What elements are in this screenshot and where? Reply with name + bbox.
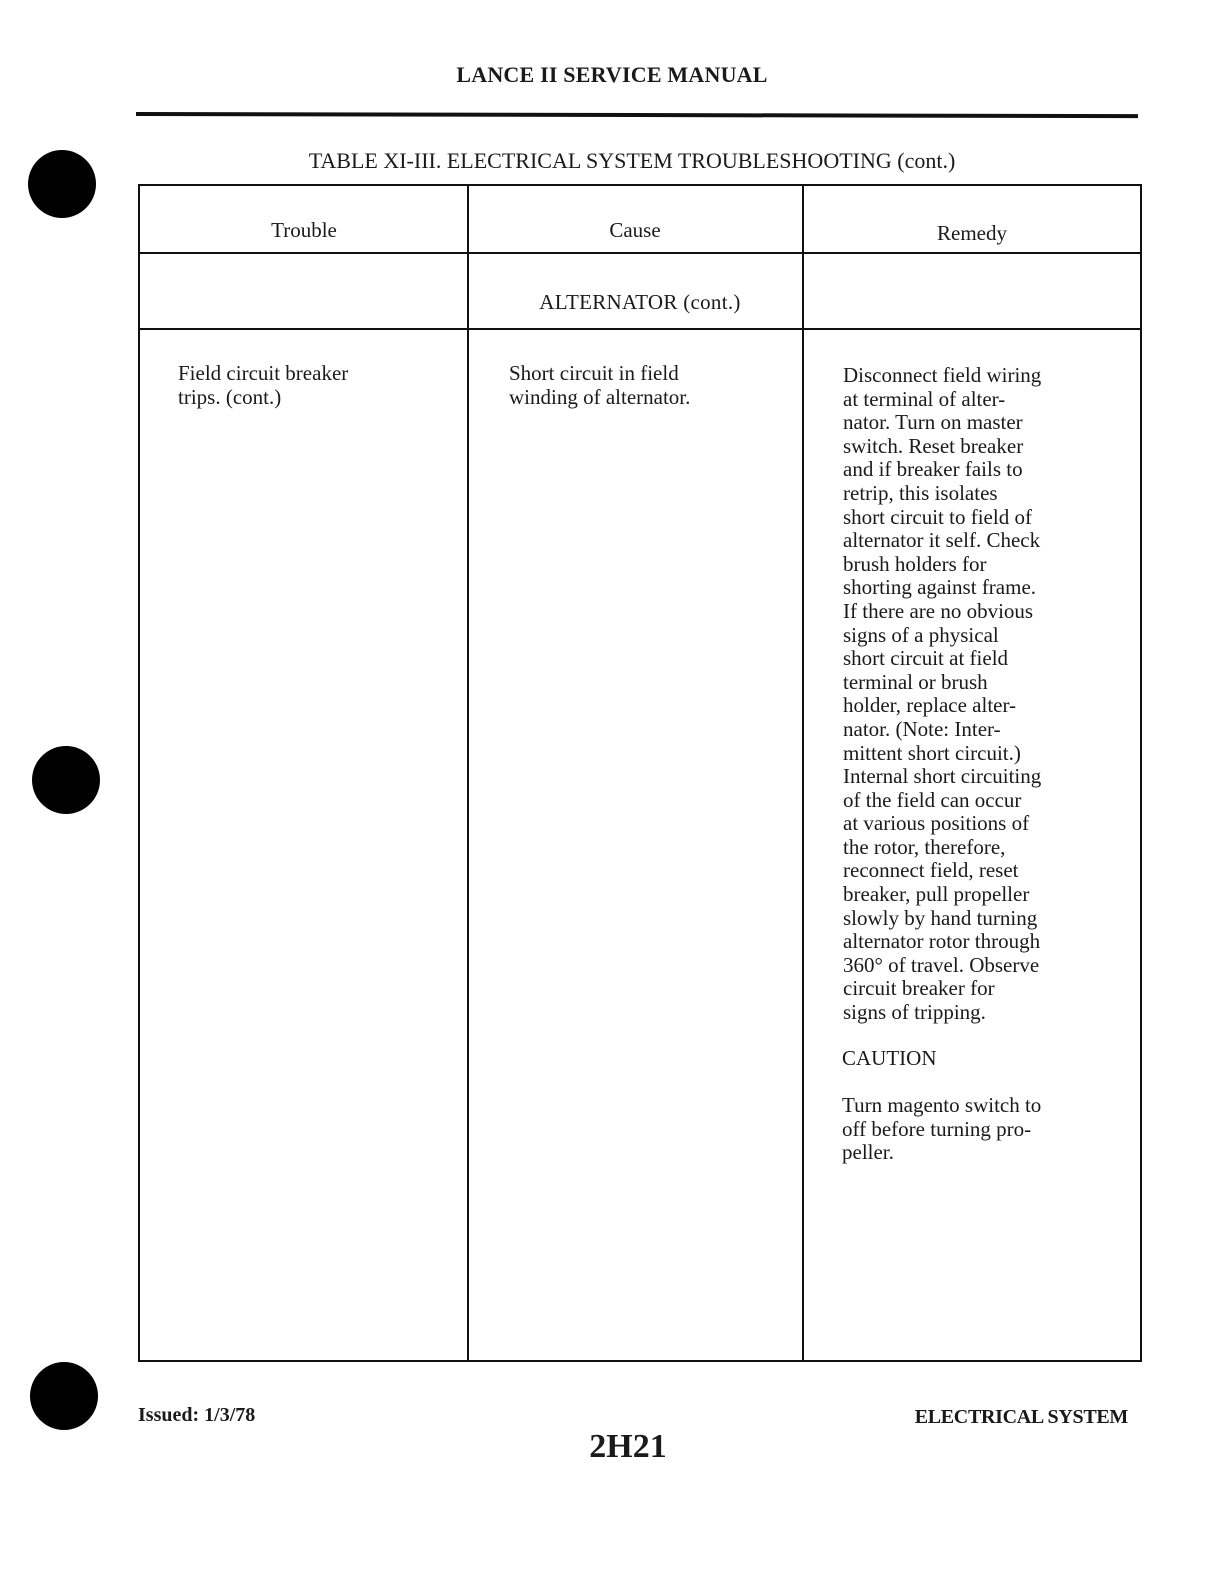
table-caption: TABLE XI-III. ELECTRICAL SYSTEM TROUBLESHOOTING (cont.): [308, 148, 956, 173]
remedy-line: at various positions of: [843, 811, 1030, 836]
remedy-line: brush holders for: [843, 551, 987, 576]
remedy-line: If there are no obvious: [843, 598, 1034, 623]
remedy-line: nator. (Note: Inter-: [843, 716, 1001, 741]
footer-section-name: ELECTRICAL SYSTEM: [914, 1406, 1128, 1428]
remedy-line: alternator rotor through: [843, 929, 1041, 954]
remedy-line: breaker, pull propeller: [843, 882, 1030, 907]
remedy-line: at terminal of alter-: [843, 386, 1006, 411]
remedy-line: short circuit to field of: [843, 504, 1032, 529]
cause-line: winding of alternator.: [509, 384, 691, 409]
remedy-line: and if breaker fails to: [843, 457, 1023, 482]
remedy-line: mittent short circuit.): [843, 740, 1021, 765]
remedy-line: nator. Turn on master: [843, 410, 1023, 435]
manual-title: LANCE II SERVICE MANUAL: [456, 62, 768, 87]
remedy-line: of the field can occur: [843, 787, 1022, 812]
punch-hole-middle: [32, 746, 100, 814]
column-header-remedy: Remedy: [937, 221, 1007, 245]
section-title-alternator: ALTERNATOR (cont.): [539, 290, 741, 314]
remedy-cell: [843, 364, 1041, 1025]
remedy-line: short circuit at field: [843, 646, 1009, 671]
remedy-line: reconnect field, reset: [843, 858, 1019, 883]
column-header-cause: Cause: [609, 218, 661, 242]
troubleshooting-table: [138, 184, 1142, 1362]
remedy-line: shorting against frame.: [843, 575, 1037, 600]
trouble-line: Field circuit breaker: [178, 361, 349, 385]
header-rule: [136, 112, 1138, 118]
remedy-line: holder, replace alter-: [843, 693, 1017, 718]
caution-text: [842, 1094, 1041, 1165]
remedy-line: retrip, this isolates: [843, 480, 998, 505]
column-header-trouble: Trouble: [271, 218, 337, 242]
remedy-line: alternator it self. Check: [843, 528, 1041, 553]
header-row-divider: [140, 252, 1140, 254]
remedy-line: signs of tripping.: [843, 1000, 986, 1025]
remedy-line: circuit breaker for: [843, 976, 995, 1001]
remedy-line: switch. Reset breaker: [843, 433, 1024, 458]
remedy-line: signs of a physical: [843, 622, 999, 647]
page-code: 2H21: [589, 1428, 667, 1465]
caution-label: CAUTION: [842, 1046, 937, 1070]
punch-hole-bottom: [30, 1362, 98, 1430]
remedy-line: Internal short circuiting: [843, 764, 1042, 789]
caution-line: peller.: [842, 1140, 894, 1165]
remedy-line: slowly by hand turning: [843, 905, 1038, 930]
caution-line: Turn magento switch to: [842, 1093, 1042, 1117]
column-divider-1: [467, 186, 469, 1360]
remedy-line: terminal or brush: [843, 669, 988, 694]
section-row-divider: [140, 328, 1140, 330]
column-divider-2: [802, 186, 804, 1360]
trouble-line: trips. (cont.): [178, 384, 282, 409]
trouble-cell: [178, 362, 348, 409]
remedy-line: 360° of travel. Observe: [843, 952, 1040, 977]
cause-cell: [509, 362, 690, 409]
cause-line: Short circuit in field: [509, 361, 679, 385]
remedy-line: Disconnect field wiring: [843, 363, 1042, 387]
caution-line: off before turning pro-: [842, 1116, 1032, 1141]
issued-date: Issued: 1/3/78: [138, 1404, 256, 1426]
remedy-line: the rotor, therefore,: [843, 834, 1006, 859]
